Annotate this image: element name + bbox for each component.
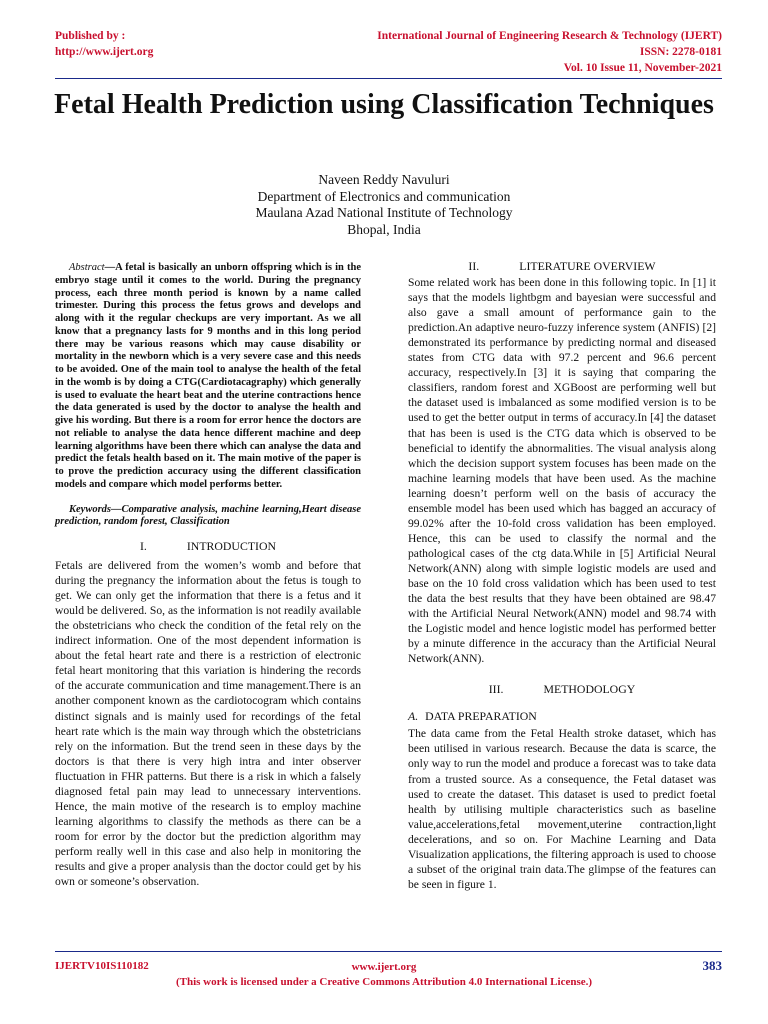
- author-name: Naveen Reddy Navuluri: [318, 172, 450, 187]
- header-rule: [55, 78, 722, 79]
- section-heading-literature: [408, 259, 716, 274]
- section-number: III.: [488, 682, 504, 697]
- section-heading-methodology: [408, 682, 716, 697]
- author-block: [40, 172, 728, 238]
- journal-name: International Journal of Engineering Research & Technology (IJERT): [377, 30, 722, 42]
- left-column: [55, 262, 361, 889]
- license-note: (This work is licensed under a Creative Commons Attribution 4.0 International License.): [175, 976, 593, 988]
- journal-block: [377, 28, 722, 76]
- literature-paragraph: Some related work has been done in this following topic. In [1] it says that the models lightbgm and bayesian were successful and also gave a small amount of performance gain to the prediction.An adaptive neuro-fuzzy inference system (ANFIS) [2] demonstrated its performance by predicting normal and diseased states from CTG data with 97.2 percent and 96.6 percent accuracy, respectively.In [3] it is saying that comparing the classifiers, random forest and XGBoost are performing well but the dataset used is imbalanced as some modified version is to be used to get the better output in terms of accuracy.In [4] the dataset that has been is used is the CTG data which is observed to be beneficial to identify the abnormalities. The visual analysis along which the decision support system focuses has been made on the machine learning models that have been used. As the machine learning doesn’t perform well on the basis of accuracy the ensemble model has been used which has bagged an accuracy of 99.02% after the 10-fold cross validation has been employed. Hence, this can be used to classify the normal and the pathological cases of the ctg data.While in [5] Artificial Neural Network(ANN) along with simple logistic models are used and base on the 10 fold cross validation which has been used to test the data the best results that they have been obtained are 98.47 with the Artificial Neural Network(ANN) model and 98.74 with the Logistic model and hence logistic model has performed better by a minute difference in the accuracy than the Artificial Neural Network(ANN).: [408, 276, 716, 666]
- subsection-heading-data-preparation: [408, 709, 716, 724]
- footer-site-link[interactable]: www.ijert.org: [351, 961, 417, 973]
- keywords-label: Keywords: [69, 503, 111, 515]
- intro-paragraph: Fetals are delivered from the women’s womb and before that during the pregnancy the information about the fetus is tough to get. We can only get the information that there is a fetus and it would be delivered. So, as the information is not readily available the obstetricians who check the condition of the fetal rely on the indirect information. One of the most dependent information is about the fetal heart rate and there is a restriction of electronic fetal heart monitoring that this variation is hindering the records of the accurate communication and time management.There is an another component known as the cardiotocogram which contains distinct signals and is mainly used for recordings of the fetal heart rate which is the main way through which the obstetricians rely on the information. But the trend seen in these days by the doctors is that there is very high intra and inter observer fluctuation in FHR patterns. But there is a risk in which a falsely diagnosed fetal pain may lead to unnecessary interventions. Hence, the main motive of the research is to employ machine learning algorithms to classify the methods as there can be a room for error by the doctor but the prediction algorithm may perform really well in this case and also help in monitoring the results and give a proper analysis than the doctor could get by his own or someone’s observation.: [55, 559, 361, 889]
- section-title: LITERATURE OVERVIEW: [519, 259, 656, 273]
- right-column: [408, 259, 716, 892]
- footer-rule: [55, 951, 722, 952]
- keywords-text: —Comparative analysis, machine learning,Heart disease prediction, random forest, Classification: [55, 503, 361, 528]
- data-preparation-paragraph: The data came from the Fetal Health stroke dataset, which has been utilised in various research. Because the data is scarce, the only way to run the model and produce a forecast was to take data from a trusted source. As a consequence, the Fetal dataset was used to create the dataset. This dataset is used to predict foetal health by utilising multiple characteristics such as baseline value,accelerations,fetal movement,uterine contraction,light decelerations, and so on. For Machine Learning and Data Visualization applications, the filtering approach is used to choose a subset of the original train data.The glimpse of the features can be seen in figure 1.: [408, 727, 716, 891]
- section-title: METHODOLOGY: [543, 682, 636, 697]
- author-department: Department of Electronics and communication: [257, 188, 511, 204]
- publisher-label: Published by :: [55, 30, 126, 42]
- footer-center: [0, 960, 768, 990]
- paper-id: IJERTV10IS110182: [55, 960, 149, 972]
- author-institute: Maulana Azad National Institute of Technology: [255, 205, 513, 221]
- keywords: [55, 504, 361, 530]
- section-number: II.: [468, 259, 480, 273]
- publisher-link[interactable]: http://www.ijert.org: [55, 46, 154, 58]
- publisher-block: [55, 28, 153, 60]
- subsection-number: A.: [408, 709, 419, 724]
- author-location: Bhopal, India: [347, 221, 421, 237]
- abstract: [55, 262, 361, 492]
- paper-title: Fetal Health Prediction using Classification Techniques: [54, 89, 714, 120]
- section-title: INTRODUCTION: [186, 539, 276, 553]
- section-heading-intro: [55, 539, 361, 554]
- subsection-title: DATA PREPARATION: [425, 709, 537, 724]
- abstract-text: —A fetal is basically an unborn offspring which is in the embryo stage until it comes to the world. During the pregnancy process, each three month period is known by a name called trimester. During this process the fetus grows and develops and along with it the regular checkups are very important. As we all know that a pregnancy lasts for 9 months and in this long period there may be various reasons which may cause disability or mortality in the newborn which is a very severe case and this needs to be avoided. One of the main tool to analyse the health of the fetal in the womb is by doing a CTG(Cardiotacagraphy) which generally is used to evaluate the heart beat and the uterine contractions hence the data generated is used by the doctor to analyse the health and give his wording. But there is a room for error hence the doctors are not reliable to analyse the data hence different machine and deep learning algorithms have been there which can analyse the data and predict the fetals health based on it. The main motive of the paper is to prove the prediction accuracy using the different classification models and compare which model performs better.: [55, 262, 361, 490]
- volume-issue: Vol. 10 Issue 11, November-2021: [563, 62, 722, 74]
- abstract-label: Abstract: [69, 262, 105, 273]
- page-number: 383: [702, 958, 722, 973]
- issn: ISSN: 2278-0181: [639, 46, 722, 58]
- section-number: I.: [139, 539, 147, 553]
